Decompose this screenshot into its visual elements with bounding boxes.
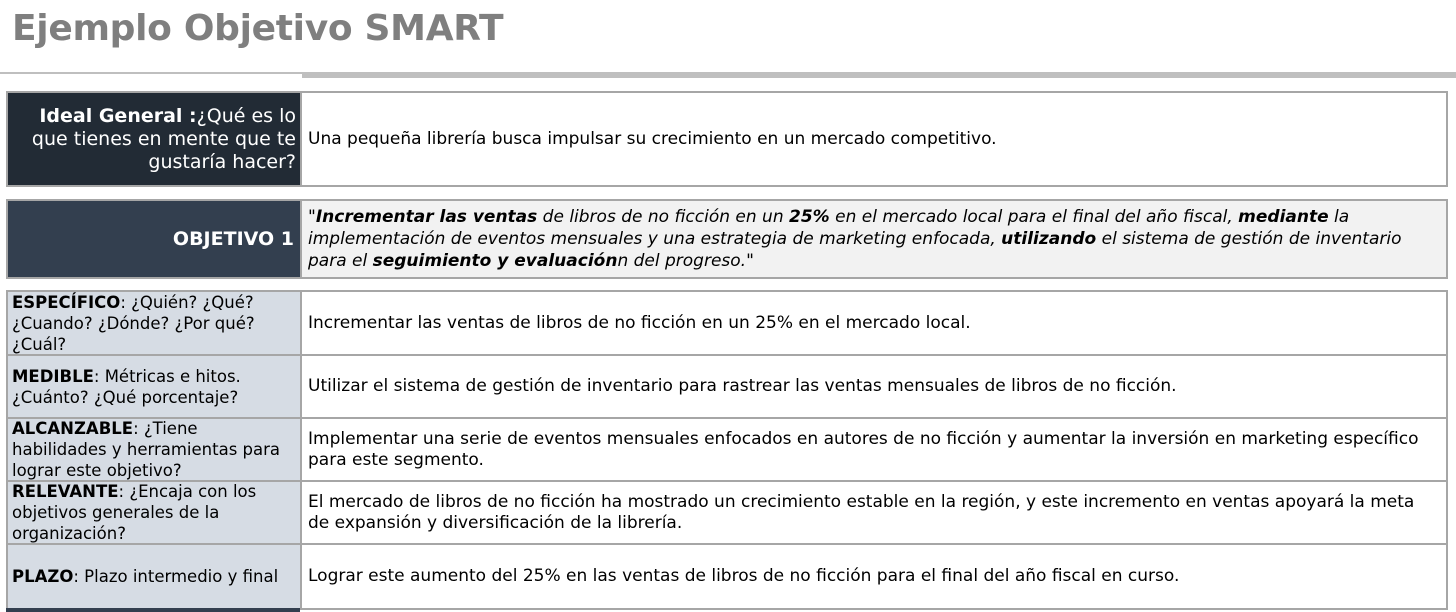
- smart-value: Lograr este aumento del 25% en las ventas de libros de no ficción para el final del año fiscal en curso.: [308, 566, 1180, 586]
- smart-question: : Métricas e hitos. ¿Cuánto? ¿Qué porcentaje?: [12, 366, 241, 407]
- smart-question: : ¿Tiene habilidades y herramientas para lograr este objetivo?: [12, 419, 281, 480]
- smart-row-medible: [8, 356, 1446, 419]
- page-title: Ejemplo Objetivo SMART: [12, 8, 504, 49]
- objective-text-bold: mediante: [1238, 207, 1329, 227]
- smart-label: [8, 545, 302, 608]
- smart-row-plazo: [8, 545, 1446, 608]
- ideal-general-label: [8, 93, 302, 185]
- objective-text-bold: Incrementar las ventas: [315, 207, 538, 227]
- objective-text-part: de libros de no ficción en un: [537, 207, 790, 227]
- title-divider-right: [302, 72, 1456, 78]
- smart-key: PLAZO: [12, 567, 74, 586]
- ideal-general-block: [6, 91, 1448, 187]
- smart-question: : ¿Quién? ¿Qué? ¿Cuando? ¿Dónde? ¿Por qué? ¿Cuál?: [12, 292, 255, 354]
- smart-value: El mercado de libros de no ficción ha mostrado un crecimiento estable en la región, y este incremento en ventas apoyará la meta de expansión y diversificación de la librería.: [308, 491, 1415, 533]
- objective-text-part: el sistema de gestión de inventario para el: [308, 229, 1402, 271]
- smart-key: ESPECÍFICO: [12, 292, 121, 312]
- smart-key: MEDIBLE: [12, 366, 94, 386]
- smart-label: [8, 482, 302, 543]
- objective-text-bold: utilizando: [1001, 229, 1097, 249]
- smart-question: : Plazo intermedio y final: [73, 567, 279, 586]
- smart-question: : ¿Encaja con los objetivos generales de la organización?: [12, 482, 257, 543]
- smart-label: [8, 356, 302, 417]
- ideal-general-value: Una pequeña librería busca impulsar su crecimiento en un mercado competitivo.: [302, 93, 1446, 185]
- objective-text-bold: seguimiento y evaluación: [372, 251, 618, 271]
- objective-text-part: en el mercado local para el final del año fiscal,: [829, 207, 1239, 227]
- smart-label: [8, 419, 302, 480]
- smart-row-especifico: [8, 292, 1446, 356]
- smart-table: [6, 290, 1448, 610]
- smart-value: Implementar una serie de eventos mensuales enfocados en autores de no ficción y aumentar la inversión en marketing específico para este segmento.: [308, 428, 1419, 470]
- smart-row-relevante: [8, 482, 1446, 545]
- smart-key: ALCANZABLE: [12, 419, 134, 438]
- smart-row-alcanzable: [8, 419, 1446, 482]
- objective-label: OBJETIVO 1: [8, 201, 302, 277]
- smart-key: RELEVANTE: [12, 482, 119, 501]
- title-divider-left: [0, 72, 302, 74]
- objective-text-bold: 25%: [789, 207, 830, 227]
- smart-value: Utilizar el sistema de gestión de inventario para rastrear las ventas mensuales de libros de no ficción.: [308, 376, 1177, 396]
- objective-block: [6, 199, 1448, 279]
- objective-text: [302, 201, 1446, 277]
- objective-text-part: n del progreso.": [617, 251, 754, 271]
- bottom-bar: [6, 608, 300, 612]
- objective-text-part: ": [308, 207, 316, 227]
- smart-value: Incrementar las ventas de libros de no ficción en un 25% en el mercado local.: [308, 312, 971, 333]
- smart-label: [8, 292, 302, 354]
- ideal-general-label-bold: Ideal General :: [39, 104, 197, 127]
- ideal-general-question: ¿Qué es lo que tienes en mente que te gustaría hacer?: [31, 104, 296, 173]
- objective-text-part: la implementación de eventos mensuales y una estrategia de marketing enfocada,: [308, 207, 1350, 249]
